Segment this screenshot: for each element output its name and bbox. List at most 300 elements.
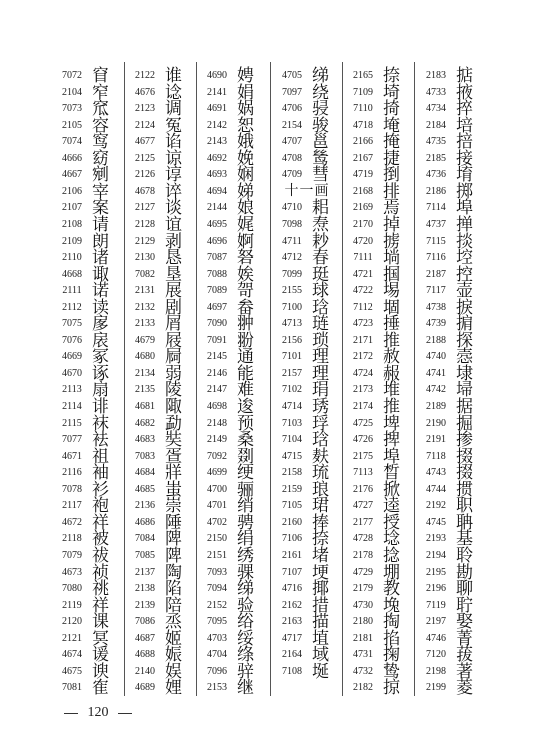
entry-character: 埴 [312, 628, 329, 649]
entry-character: 赧 [383, 363, 400, 384]
entry-character: 埽 [456, 380, 473, 401]
entry-character: 描 [312, 612, 329, 633]
entry-code: 2181 [353, 632, 373, 644]
entry-character: 谀 [92, 661, 109, 682]
entry-character: 陬 [165, 397, 182, 417]
entry-character: 埝 [383, 529, 400, 550]
entry-code: 4673 [62, 566, 82, 578]
entry-code: 2158 [282, 467, 302, 479]
entry-character: 琄 [312, 380, 329, 401]
entry-character: 陴 [165, 545, 182, 566]
entry-code: 7082 [135, 268, 155, 280]
entry-code: 2147 [207, 384, 227, 396]
entry-code: 4741 [426, 367, 446, 379]
entry-code: 7093 [207, 566, 227, 578]
entry-character: 掏 [383, 612, 400, 633]
entry-character: 掳 [383, 231, 400, 252]
entry-code: 2116 [62, 467, 82, 479]
character-column [197, 66, 267, 699]
entry-code: 2132 [135, 301, 155, 313]
entry-character: 鸶 [312, 148, 329, 169]
entry-code: 7114 [426, 202, 446, 214]
entry-character: 绡 [237, 496, 254, 517]
entry-code: 4733 [426, 86, 446, 98]
entry-character: 琉 [312, 463, 329, 484]
entry-character: 埤 [383, 413, 400, 434]
entry-character: 翂 [237, 330, 254, 351]
entry-code: 7103 [282, 417, 302, 429]
entry-code: 4722 [353, 285, 373, 297]
entry-code: 2131 [135, 285, 155, 297]
entry-character: 掞 [456, 231, 473, 252]
entry-character: 娠 [165, 645, 182, 666]
entry-code: 4682 [135, 417, 155, 429]
entry-character: 琇 [312, 397, 329, 417]
entry-code: 4744 [426, 483, 446, 495]
entry-character: 绢 [237, 529, 254, 550]
entry-character: 掴 [383, 264, 400, 285]
entry-code: 2111 [62, 285, 82, 297]
entry-code: 2157 [282, 367, 302, 379]
entry-character: 菁 [456, 628, 473, 649]
entry-code: 2126 [135, 169, 155, 181]
entry-code: 7091 [207, 334, 227, 346]
entry-code: 2196 [426, 583, 446, 595]
footer-dash-right [118, 713, 132, 714]
entry-code: 2122 [135, 70, 155, 81]
entry-character: 捭 [383, 430, 400, 451]
entry-character: 掇 [456, 446, 473, 467]
entry-character: 琀 [312, 297, 329, 318]
entry-code: 4697 [207, 301, 227, 313]
entry-code: 2105 [62, 119, 82, 131]
entry-character: 掼 [456, 479, 473, 500]
entry-character: 掐 [383, 628, 400, 649]
entry-character: 骋 [237, 512, 254, 533]
entry-code: 2163 [282, 616, 302, 628]
entry-code: 4742 [426, 384, 446, 396]
entry-code: 2137 [135, 566, 155, 578]
entry-character: 骎 [312, 99, 329, 120]
entry-character: 球 [312, 281, 329, 302]
entry-character: 牂 [165, 463, 182, 484]
entry-character: 娟 [237, 82, 254, 103]
entry-code: 2164 [282, 649, 302, 661]
entry-code: 4688 [135, 649, 155, 661]
entry-code: 2110 [62, 252, 82, 264]
entry-character: 垦 [165, 264, 182, 285]
entry-code: 2159 [282, 483, 302, 495]
entry-character: 娓 [237, 214, 254, 235]
entry-code: 7081 [62, 682, 82, 694]
entry-code: 4726 [353, 434, 373, 446]
entry-character: 掩 [383, 132, 400, 153]
entry-code: 2185 [426, 152, 446, 164]
entry-character: 聍 [456, 595, 473, 616]
entry-code: 2174 [353, 401, 373, 412]
entry-code: 2140 [135, 665, 155, 677]
entry-character: 堉 [456, 165, 473, 186]
entry-character: 职 [456, 496, 473, 517]
entry-code: 7107 [282, 566, 302, 578]
entry-character: 宰 [92, 181, 109, 202]
entry-code: 2191 [426, 434, 446, 446]
entry-character: 谖 [92, 645, 109, 666]
entry-code: 4711 [282, 235, 302, 247]
entry-character: 埫 [383, 248, 400, 269]
entry-code: 4732 [353, 665, 373, 677]
entry-code: 2168 [353, 185, 373, 197]
entry-code: 4723 [353, 318, 373, 330]
entry-code: 2189 [426, 401, 446, 412]
column-divider [414, 62, 415, 696]
entry-character: 娉 [237, 66, 254, 86]
entry-code: 7100 [282, 301, 302, 313]
entry-character: 埯 [383, 115, 400, 136]
entry-character: 据 [456, 397, 473, 417]
entry-character: 琐 [312, 330, 329, 351]
entry-code: 4715 [282, 450, 302, 462]
entry-character: 娥 [237, 132, 254, 153]
entry-character: 祥 [92, 512, 109, 533]
entry-character: 捧 [312, 512, 329, 533]
entry-code: 4672 [62, 516, 82, 528]
entry-character: 绨 [237, 579, 254, 600]
entry-character: 娌 [165, 678, 182, 699]
entry-code: 2125 [135, 152, 155, 164]
entry-code: 7117 [426, 285, 446, 297]
entry-code: 7086 [135, 616, 155, 628]
entry-character: 埭 [456, 363, 473, 384]
character-column [416, 66, 486, 699]
entry-code: 7098 [282, 218, 302, 230]
entry-code: 4706 [282, 103, 302, 115]
entry-code: 4694 [207, 185, 227, 197]
dictionary-entry [197, 678, 267, 698]
entry-character: 朗 [92, 231, 109, 252]
entry-character: 窊 [92, 99, 109, 120]
entry-character: 奘 [165, 430, 182, 451]
entry-character: 弱 [165, 363, 182, 384]
entry-character: 授 [383, 512, 400, 533]
entry-code: 4713 [282, 318, 302, 330]
entry-character: 基 [456, 529, 473, 550]
entry-code: 7112 [353, 301, 373, 313]
entry-character: 堵 [312, 545, 329, 566]
entry-character: 娶 [456, 612, 473, 633]
entry-code: 7099 [282, 268, 302, 280]
entry-code: 7106 [282, 533, 302, 545]
entry-code: 7115 [426, 235, 446, 247]
entry-character: 埼 [383, 82, 400, 103]
entry-code: 2149 [207, 434, 227, 446]
entry-character: 壶 [456, 281, 473, 302]
entry-character: 陴 [165, 529, 182, 550]
entry-code: 2195 [426, 566, 446, 578]
entry-code: 2133 [135, 318, 155, 330]
entry-character: 祯 [92, 562, 109, 583]
entry-code: 7089 [207, 285, 227, 297]
entry-code: 4736 [426, 169, 446, 181]
entry-code: 2178 [353, 549, 373, 561]
entry-character: 埠 [383, 446, 400, 467]
entry-code: 7079 [62, 549, 82, 561]
entry-code: 4708 [282, 152, 302, 164]
entry-character: 谅 [165, 148, 182, 169]
entry-code: 4734 [426, 103, 446, 115]
entry-character: 娣 [237, 181, 254, 202]
entry-code: 2104 [62, 86, 82, 98]
entry-character: 陲 [165, 512, 182, 533]
entry-code: 2155 [282, 285, 302, 297]
entry-character: 琏 [312, 314, 329, 335]
entry-code: 4717 [282, 632, 302, 644]
entry-character: 袍 [92, 496, 109, 517]
entry-code: 2119 [62, 599, 82, 611]
entry-character: 谇 [165, 181, 182, 202]
entry-character: 陪 [165, 595, 182, 616]
entry-code: 2156 [282, 334, 302, 346]
entry-character: 窎 [92, 132, 109, 153]
entry-code: 2120 [62, 616, 82, 628]
entry-code: 4725 [353, 417, 373, 429]
entry-code: 4712 [282, 252, 302, 264]
entry-character: 掸 [456, 214, 473, 235]
entry-code: 2176 [353, 483, 373, 495]
entry-character: 恕 [237, 115, 254, 136]
entry-character: 堆 [383, 380, 400, 401]
entry-character: 冥 [92, 628, 109, 649]
entry-code: 2160 [282, 516, 302, 528]
entry-code: 4739 [426, 318, 446, 330]
entry-code: 4740 [426, 351, 446, 363]
entry-code: 7096 [207, 665, 227, 677]
entry-character: 掷 [456, 181, 473, 202]
entry-code: 2129 [135, 235, 155, 247]
entry-code: 7116 [426, 252, 446, 264]
entry-code: 2118 [62, 533, 82, 545]
entry-character: 畚 [237, 297, 254, 318]
entry-code: 2152 [207, 599, 227, 611]
entry-code: 4685 [135, 483, 155, 495]
entry-code: 7094 [207, 583, 227, 595]
entry-character: 埏 [312, 661, 329, 682]
entry-code: 2166 [353, 136, 373, 148]
dictionary-entry [125, 678, 195, 698]
entry-code: 2143 [207, 136, 227, 148]
entry-code: 2184 [426, 119, 446, 131]
entry-code: 4703 [207, 632, 227, 644]
entry-character: 诼 [92, 363, 109, 384]
entry-code: 7102 [282, 384, 302, 396]
entry-character: 娘 [237, 198, 254, 219]
entry-code: 7084 [135, 533, 155, 545]
entry-code: 2172 [353, 351, 373, 363]
section-heading: 十一画 [284, 182, 330, 199]
entry-code: 4684 [135, 467, 155, 479]
entry-character: 勐 [165, 413, 182, 434]
entry-character: 掊 [456, 132, 473, 153]
entry-character: 冤 [165, 115, 182, 136]
column-divider [270, 62, 271, 696]
entry-code: 2136 [135, 500, 155, 512]
entry-character: 掬 [383, 645, 400, 666]
entry-code: 4710 [282, 202, 302, 214]
entry-character: 祧 [92, 579, 109, 600]
entry-code: 2123 [135, 103, 155, 115]
entry-character: 预 [237, 413, 254, 434]
entry-character: 捯 [383, 165, 400, 186]
entry-code: 2154 [282, 119, 302, 131]
entry-character: 理 [312, 347, 329, 368]
entry-code: 4670 [62, 367, 82, 379]
entry-character: 容 [92, 115, 109, 136]
entry-character: 恳 [165, 248, 182, 269]
entry-code: 4692 [207, 152, 227, 164]
entry-character: 掉 [383, 214, 400, 235]
entry-code: 7076 [62, 334, 82, 346]
entry-code: 2199 [426, 682, 446, 694]
entry-character: 彗 [312, 165, 329, 186]
entry-character: 捻 [383, 545, 400, 566]
entry-character: 屙 [165, 347, 182, 368]
entry-code: 7085 [135, 549, 155, 561]
entry-code: 4683 [135, 434, 155, 446]
entry-code: 4738 [426, 301, 446, 313]
entry-character: 绥 [237, 628, 254, 649]
entry-code: 2106 [62, 185, 82, 197]
entry-code: 2171 [353, 334, 373, 346]
entry-code: 7109 [353, 86, 373, 98]
entry-character: 骏 [312, 115, 329, 136]
entry-character: 哿 [237, 281, 254, 302]
entry-character: 衫 [92, 479, 109, 500]
entry-code: 4745 [426, 516, 446, 528]
entry-character: 袜 [92, 413, 109, 434]
entry-code: 7110 [353, 103, 373, 115]
entry-character: 堌 [383, 297, 400, 318]
entry-character: 探 [456, 330, 473, 351]
entry-code: 2145 [207, 351, 227, 363]
entry-code: 4707 [282, 136, 302, 148]
entry-character: 娱 [165, 661, 182, 682]
entry-character: 通 [237, 347, 254, 368]
entry-character: 掂 [456, 66, 473, 86]
entry-code: 4716 [282, 583, 302, 595]
entry-code: 2183 [426, 70, 446, 81]
dictionary-entry [52, 678, 122, 698]
entry-character: 娲 [237, 99, 254, 120]
entry-code: 2165 [353, 70, 373, 81]
entry-code: 4671 [62, 450, 82, 462]
entry-code: 7077 [62, 434, 82, 446]
entry-character: 琅 [312, 479, 329, 500]
entry-code: 2197 [426, 616, 446, 628]
entry-character: 绦 [237, 645, 254, 666]
entry-code: 4696 [207, 235, 227, 247]
entry-code: 2114 [62, 401, 82, 412]
entry-character: 赦 [383, 347, 400, 368]
entry-code: 7104 [282, 434, 302, 446]
entry-character: 扅 [92, 314, 109, 335]
entry-character: 窄 [92, 82, 109, 103]
entry-character: 勘 [456, 562, 473, 583]
entry-character: 剟 [237, 446, 254, 467]
entry-code: 4698 [207, 401, 227, 412]
character-column [272, 66, 342, 694]
entry-character: 菱 [456, 678, 473, 699]
entry-character: 冢 [92, 347, 109, 368]
entry-code: 7088 [207, 268, 227, 280]
entry-character: 焘 [312, 214, 329, 235]
entry-code: 7083 [135, 450, 155, 462]
entry-code: 4705 [282, 70, 302, 81]
entry-character: 袖 [92, 463, 109, 484]
entry-character: 谆 [165, 165, 182, 186]
entry-character: 谊 [165, 214, 182, 235]
entry-character: 掀 [383, 479, 400, 500]
entry-character: 窈 [92, 148, 109, 169]
entry-character: 姬 [165, 628, 182, 649]
entry-code: 7072 [62, 70, 82, 81]
entry-code: 2113 [62, 384, 82, 396]
entry-code: 2192 [426, 500, 446, 512]
entry-code: 4743 [426, 467, 446, 479]
entry-code: 2193 [426, 533, 446, 545]
entry-character: 捶 [383, 314, 400, 335]
entry-code: 2142 [207, 119, 227, 131]
entry-character: 堍 [383, 595, 400, 616]
entry-code: 7090 [207, 318, 227, 330]
entry-code: 4674 [62, 649, 82, 661]
entry-character: 聊 [456, 579, 473, 600]
entry-character: 菝 [456, 645, 473, 666]
entry-character: 捺 [383, 66, 400, 86]
entry-code: 2127 [135, 202, 155, 214]
entry-character: 诸 [92, 248, 109, 269]
entry-code: 7113 [353, 467, 373, 479]
entry-code: 2182 [353, 682, 373, 694]
entry-code: 4689 [135, 682, 155, 694]
entry-code: 4680 [135, 351, 155, 363]
entry-character: 绨 [312, 66, 329, 86]
entry-code: 4687 [135, 632, 155, 644]
entry-character: 谄 [165, 132, 182, 153]
entry-character: 推 [383, 397, 400, 417]
entry-character: 逡 [237, 397, 254, 417]
entry-code: 2194 [426, 549, 446, 561]
entry-character: 捽 [456, 99, 473, 120]
entry-character: 陶 [165, 562, 182, 583]
entry-code: 2167 [353, 152, 373, 164]
entry-code: 4727 [353, 500, 373, 512]
entry-code: 2115 [62, 417, 82, 429]
entry-character: 掎 [383, 99, 400, 120]
entry-code: 2108 [62, 218, 82, 230]
entry-code: 7087 [207, 252, 227, 264]
entry-character: 珺 [312, 496, 329, 517]
entry-code: 4746 [426, 632, 446, 644]
entry-character: 谈 [165, 198, 182, 219]
entry-character: 控 [456, 264, 473, 285]
entry-character: 珽 [312, 264, 329, 285]
entry-code: 4702 [207, 516, 227, 528]
entry-character: 埸 [383, 281, 400, 302]
entry-character: 掘 [456, 413, 473, 434]
entry-code: 4729 [353, 566, 373, 578]
footer-dash-left [64, 713, 78, 714]
entry-character: 掠 [383, 678, 400, 699]
